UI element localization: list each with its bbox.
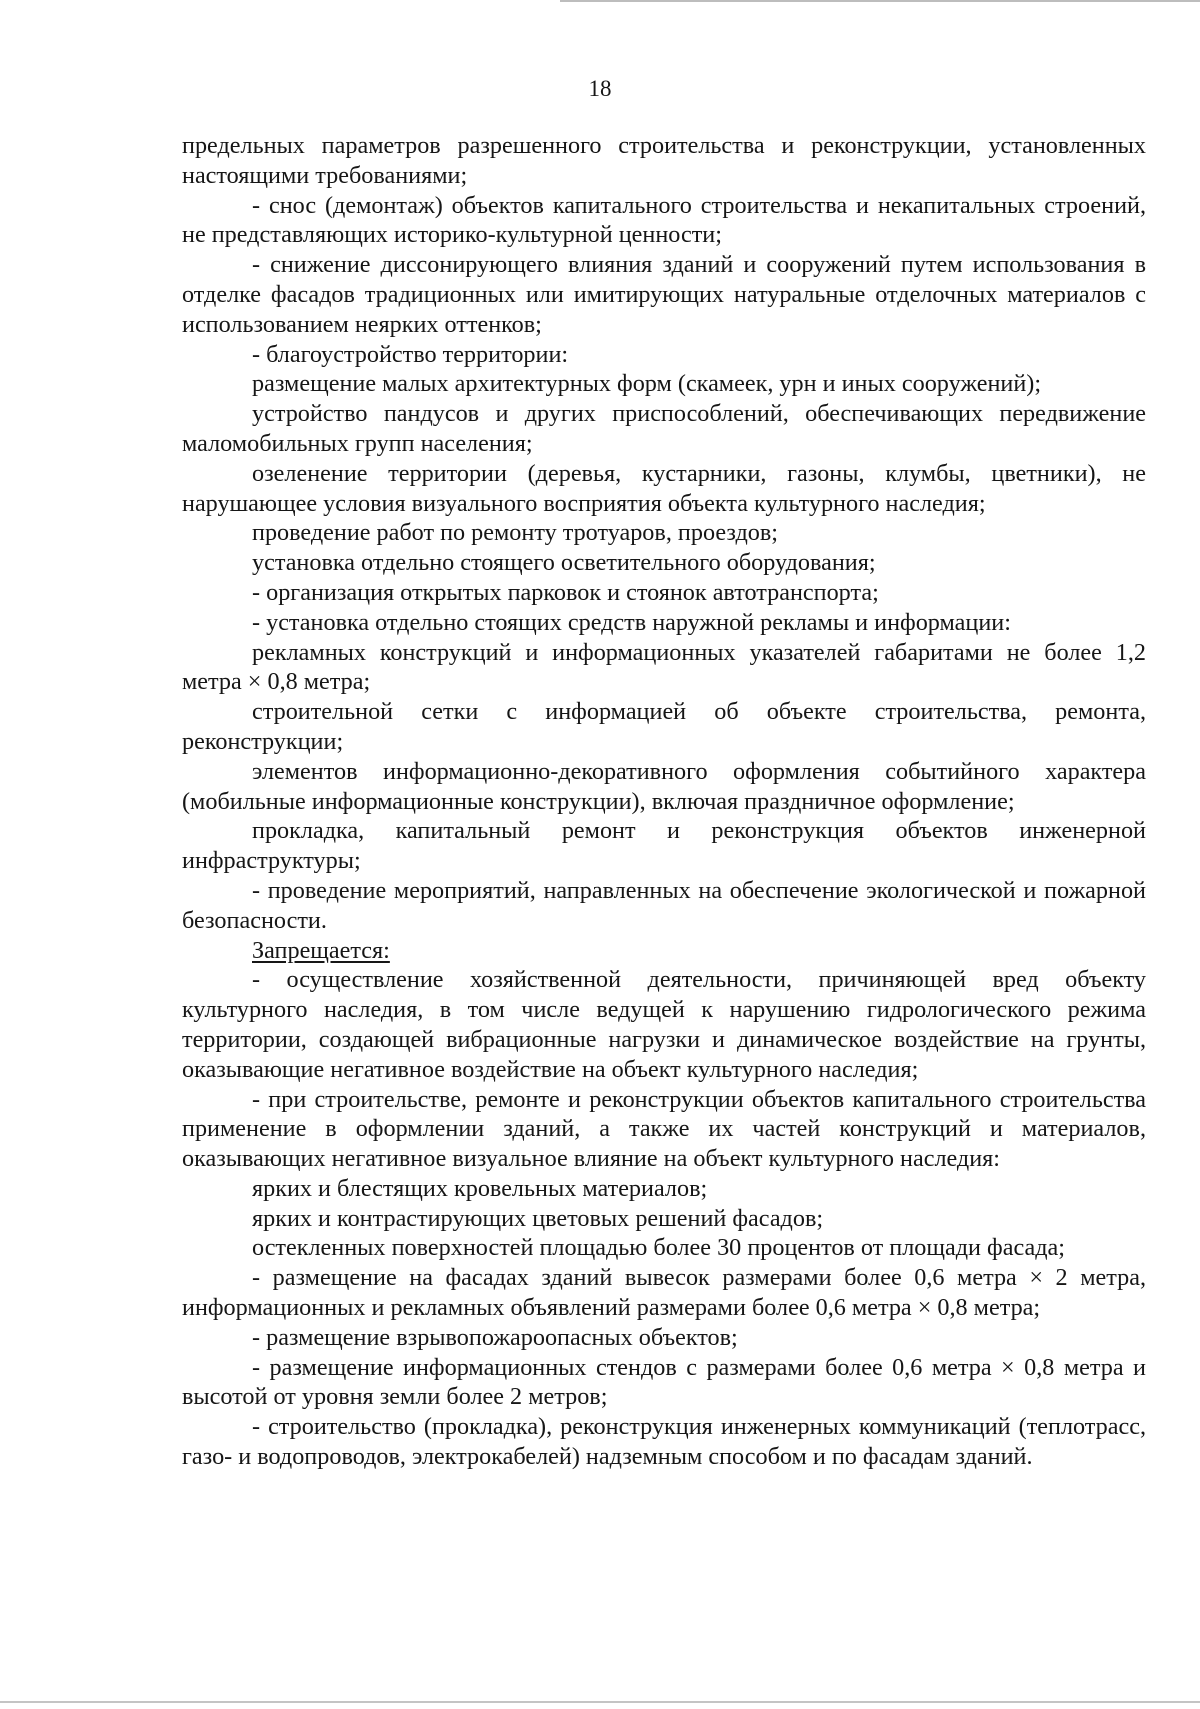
paragraph-3: - снижение диссонирующего влияния зданий и сооружений путем использования в отделке фасадов традиционных или имитирующих натуральные отделочных материалов с использованием неярких оттенков; xyxy=(182,251,1146,338)
paragraph-5: размещение малых архитектурных форм (скамеек, урн и иных сооружений); xyxy=(252,370,1042,398)
paragraph-10: - организация открытых парковок и стоянок автотранспорта; xyxy=(252,578,879,606)
paragraph-8: проведение работ по ремонту тротуаров, проездов; xyxy=(252,519,779,547)
paragraph-12: рекламных конструкций и информационных указателей габаритами не более 1,2 метра × 0,8 метра; xyxy=(182,638,1146,696)
paragraph-2: - снос (демонтаж) объектов капитального строительства и некапитальных строений, не представляющих историко-культурной ценности; xyxy=(182,191,1146,249)
paragraph-19: - при строительстве, ремонте и реконструкции объектов капитального строительства применение в оформлении зданий, а также их частей конструкций и материалов, оказывающих негативное визуальное влияние на объект культурного наследия: xyxy=(182,1085,1146,1173)
prohibited-heading-text: Запрещается: xyxy=(252,936,390,964)
paragraph-16: - проведение мероприятий, направленных на обеспечение экологической и пожарной безопасности. xyxy=(182,876,1146,934)
paragraph-13: строительной сетки с информацией об объекте строительства, ремонта, реконструкции; xyxy=(182,698,1146,755)
paragraph-4: - благоустройство территории: xyxy=(252,340,569,368)
scan-edge-bottom-line xyxy=(0,1701,1200,1703)
prohibited-heading xyxy=(182,936,1146,966)
paragraph-11: - установка отдельно стоящих средств наружной рекламы и информации: xyxy=(252,608,1011,636)
paragraph-1: предельных параметров разрешенного строительства и реконструкции, установленных настоящими требованиями; xyxy=(182,132,1146,189)
paragraph-7: озеленение территории (деревья, кустарники, газоны, клумбы, цветники), не нарушающее условия визуального восприятия объекта культурного наследия; xyxy=(182,459,1146,517)
paragraph-21: ярких и контрастирующих цветовых решений фасадов; xyxy=(252,1204,824,1232)
paragraph-23: - размещение на фасадах зданий вывесок размерами более 0,6 метра × 2 метра, информационных и рекламных объявлений размерами более 0,6 метра × 0,8 метра; xyxy=(182,1264,1146,1322)
paragraph-18: - осуществление хозяйственной деятельности, причиняющей вред объекту культурного наследия, в том числе ведущей к нарушению гидрологического режима территории, создающей вибрационные нагрузки и динамическое воздействие на грунты, оказывающие негативное воздействие на объект культурного наследия; xyxy=(182,966,1146,1083)
paragraph-15: прокладка, капитальный ремонт и реконструкция объектов инженерной инфраструктуры; xyxy=(182,817,1146,875)
paragraph-24: - размещение взрывопожароопасных объектов; xyxy=(252,1323,738,1351)
page-number: 18 xyxy=(588,76,612,101)
paragraph-26: - строительство (прокладка), реконструкция инженерных коммуникаций (теплотрасс, газо- и водопроводов, электрокабелей) надземным способом и по фасадам зданий. xyxy=(182,1413,1146,1471)
paragraph-25: - размещение информационных стендов с размерами более 0,6 метра × 0,8 метра и высотой от уровня земли более 2 метров; xyxy=(182,1353,1146,1411)
paragraph-14: элементов информационно-декоративного оформления событийного характера (мобильные информационные конструкции), включая праздничное оформление; xyxy=(182,757,1146,815)
scan-edge-top-line xyxy=(560,0,1200,2)
paragraph-20: ярких и блестящих кровельных материалов; xyxy=(252,1174,708,1202)
document-body xyxy=(182,131,1146,1472)
paragraph-22: остекленных поверхностей площадью более 30 процентов от площади фасада; xyxy=(252,1234,1065,1262)
paragraph-6: устройство пандусов и других приспособлений, обеспечивающих передвижение маломобильных групп населения; xyxy=(182,400,1146,457)
paragraph-9: установка отдельно стоящего осветительного оборудования; xyxy=(252,549,876,577)
